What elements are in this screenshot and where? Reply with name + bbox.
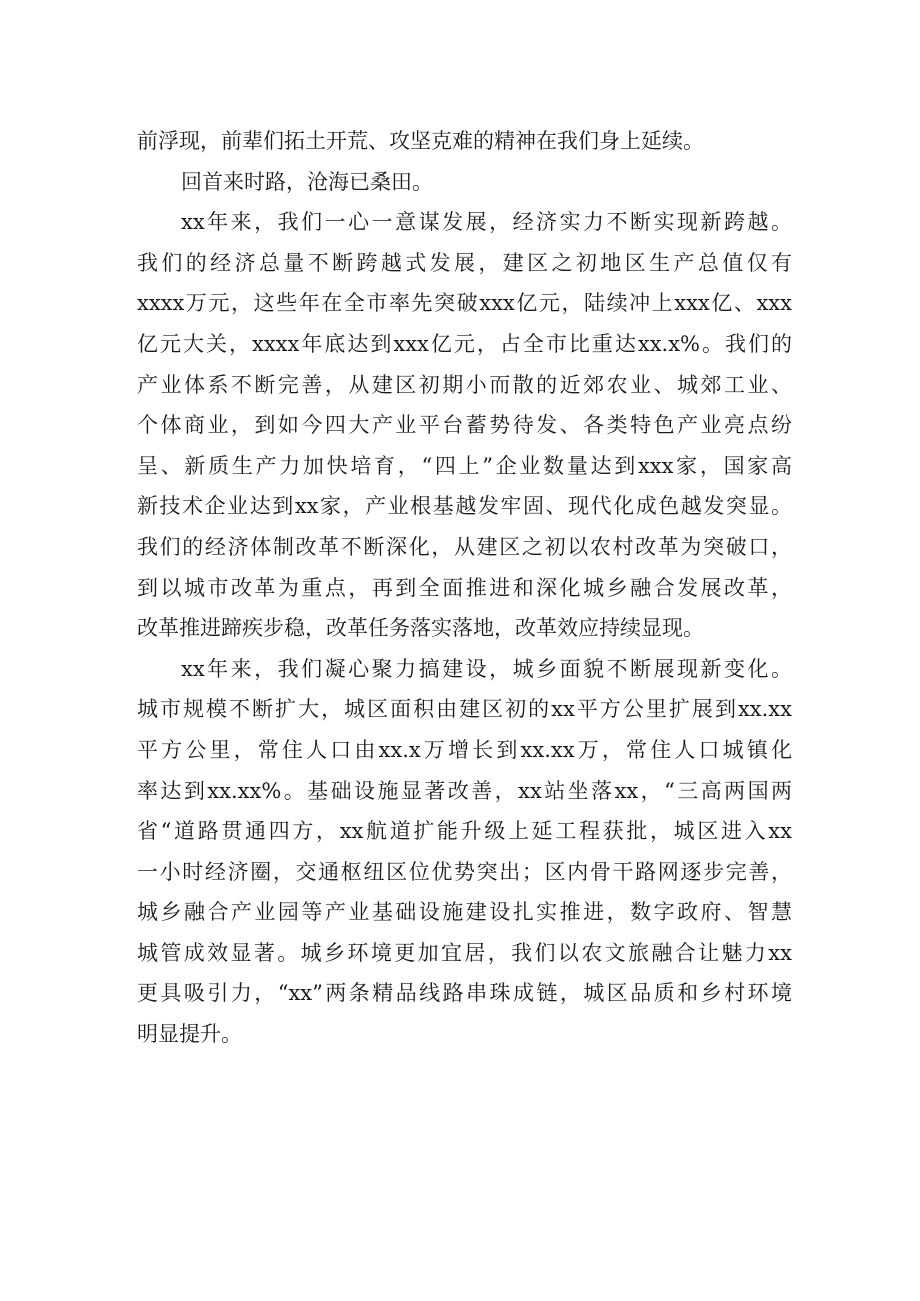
text-line: 平方公里，常住人口由xx.x万增长到xx.xx万，常住人口城镇化 <box>137 737 792 762</box>
text-line: 前浮现，前辈们拓土开荒、攻坚克难的精神在我们身上延续。 <box>137 129 704 153</box>
text-line: xx年来，我们凝心聚力搞建设，城乡面貌不断展现新变化。 <box>181 656 792 681</box>
text-line: 城管成效显著。城乡环境更加宜居，我们以农文旅融合让魅力xx <box>137 940 792 965</box>
text-line: 更具吸引力，“xx”两条精品线路串珠成链，城区品质和乡村环境 <box>137 981 792 1006</box>
text-line: 亿元大关，xxxx年底达到xxx亿元，占全市比重达xx.x%。我们的 <box>137 331 792 356</box>
text-line: 呈、新质生产力加快培育，“四上”企业数量达到xxx家，国家高 <box>137 453 792 478</box>
body-text <box>137 121 792 1055</box>
text-line: 省“道路贯通四方，xx航道扩能升级上延工程获批，城区进入xx <box>137 819 792 844</box>
text-line: 我们的经济体制改革不断深化，从建区之初以农村改革为突破口， <box>137 534 792 559</box>
text-line: 城市规模不断扩大，城区面积由建区初的xx平方公里扩展到xx.xx <box>137 697 792 722</box>
text-line: 明显提升。 <box>137 1022 242 1047</box>
text-line: 一小时经济圈，交通枢纽区位优势突出；区内骨干路网逐步完善， <box>137 859 792 884</box>
text-line: xxxx万元，这些年在全市率先突破xxx亿元，陆续冲上xxx亿、xxx <box>137 291 792 316</box>
text-line: 新技术企业达到xx家，产业根基越发牢固、现代化成色越发突显。 <box>137 494 792 519</box>
text-line: 个体商业，到如今四大产业平台蓄势待发、各类特色产业亮点纷 <box>137 413 792 438</box>
text-line: 到以城市改革为重点，再到全面推进和深化城乡融合发展改革， <box>137 575 792 600</box>
text-line: xx年来，我们一心一意谋发展，经济实力不断实现新跨越。 <box>181 210 792 235</box>
text-line: 回首来时路，沧海已桑田。 <box>181 169 433 194</box>
text-line: 城乡融合产业园等产业基础设施建设扎实推进，数字政府、智慧 <box>137 900 792 925</box>
text-line: 产业体系不断完善，从建区初期小而散的近郊农业、城郊工业、 <box>137 372 792 397</box>
text-line: 改革推进蹄疾步稳，改革任务落实落地，改革效应持续显现。 <box>137 616 704 641</box>
text-line: 率达到xx.xx%。基础设施显著改善，xx站坐落xx，“三高两国两 <box>137 778 792 803</box>
text-line: 我们的经济总量不断跨越式发展，建区之初地区生产总值仅有 <box>137 250 792 275</box>
